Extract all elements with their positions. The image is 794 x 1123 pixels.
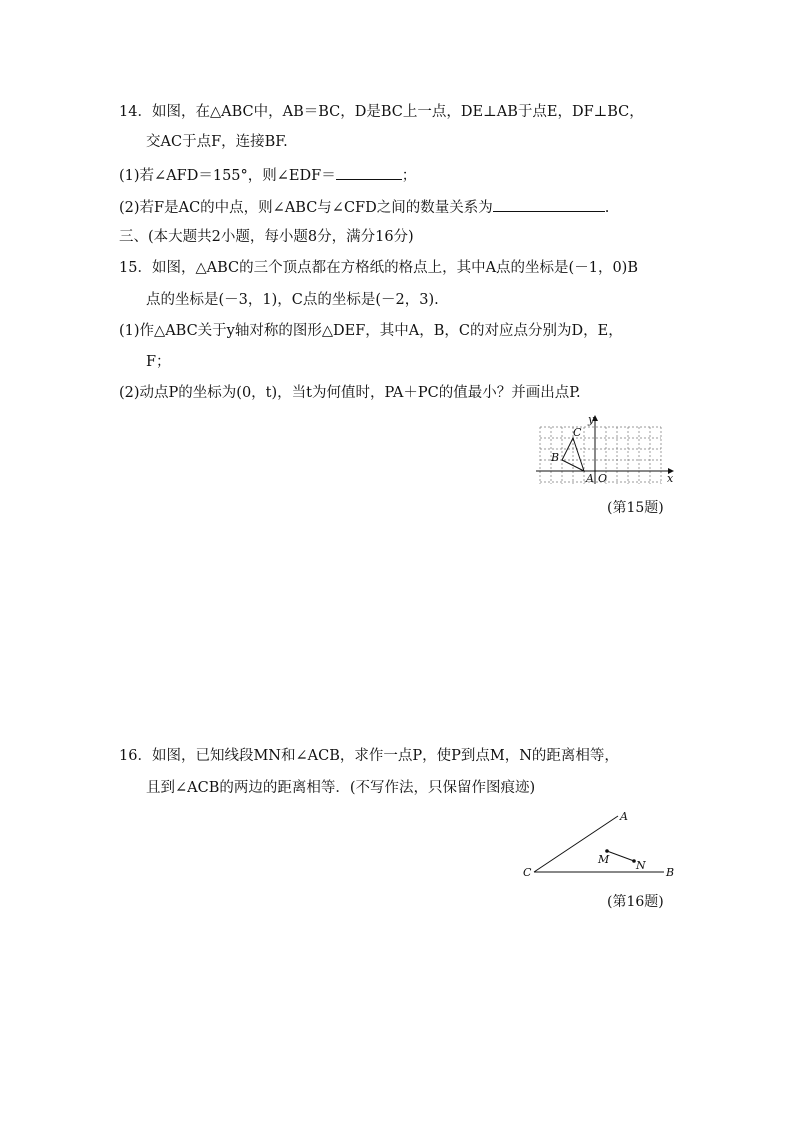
label-o: O xyxy=(598,472,608,485)
label-y: y xyxy=(588,413,595,426)
q14-line1: 14．如图，在△ABC中，AB＝BC，D是BC上一点，DE⊥AB于点E，DF⊥BC， xyxy=(119,104,644,120)
q14-line2: 交AC于点F，连接BF. xyxy=(146,134,288,150)
q15-coordinate-grid-figure xyxy=(536,415,676,485)
q15-caption: (第15题) xyxy=(607,500,664,516)
label-m: M xyxy=(598,853,610,866)
q14-part2-end: . xyxy=(604,200,610,216)
q15-line2: 点的坐标是(－3，1)，C点的坐标是(－2，3). xyxy=(146,292,439,308)
q14-part1-end: ； xyxy=(401,168,417,184)
q14-part2 xyxy=(119,196,609,218)
q15-part1-line2: F； xyxy=(146,354,171,370)
label-x: x xyxy=(667,472,674,485)
q16-line1: 16．如图，已知线段MN和∠ACB，求作一点P，使P到点M，N的距离相等， xyxy=(119,748,619,764)
triangle-abc xyxy=(562,438,584,471)
answer-blank-1[interactable] xyxy=(336,164,402,180)
label-c: C xyxy=(523,866,532,879)
label-a: A xyxy=(620,810,628,823)
section-heading: 三、(本大题共2小题，每小题8分，满分16分) xyxy=(119,229,414,245)
q16-angle-figure xyxy=(520,808,680,878)
segment-mn xyxy=(607,851,634,861)
answer-blank-2[interactable] xyxy=(493,196,605,212)
q14-part1 xyxy=(119,164,416,186)
label-n: N xyxy=(636,859,646,872)
q16-caption: (第16题) xyxy=(607,894,664,910)
label-a: A xyxy=(586,472,594,485)
q14-part2-text: (2)若F是AC的中点，则∠ABC与∠CFD之间的数量关系为 xyxy=(119,200,493,216)
q16-line2: 且到∠ACB的两边的距离相等．(不写作法，只保留作图痕迹) xyxy=(146,780,536,796)
label-b: B xyxy=(551,451,560,464)
q14-part1-text: (1)若∠AFD＝155°，则∠EDF＝ xyxy=(119,168,336,184)
label-c: C xyxy=(573,426,582,439)
q15-part1-line1: (1)作△ABC关于y轴对称的图形△DEF，其中A，B，C的对应点分别为D，E， xyxy=(119,323,623,339)
label-b: B xyxy=(666,866,675,879)
q15-part2: (2)动点P的坐标为(0，t)，当t为何值时，PA＋PC的值最小？并画出点P. xyxy=(119,385,581,401)
q15-line1: 15．如图，△ABC的三个顶点都在方格纸的格点上，其中A点的坐标是(－1，0)B xyxy=(119,260,638,276)
